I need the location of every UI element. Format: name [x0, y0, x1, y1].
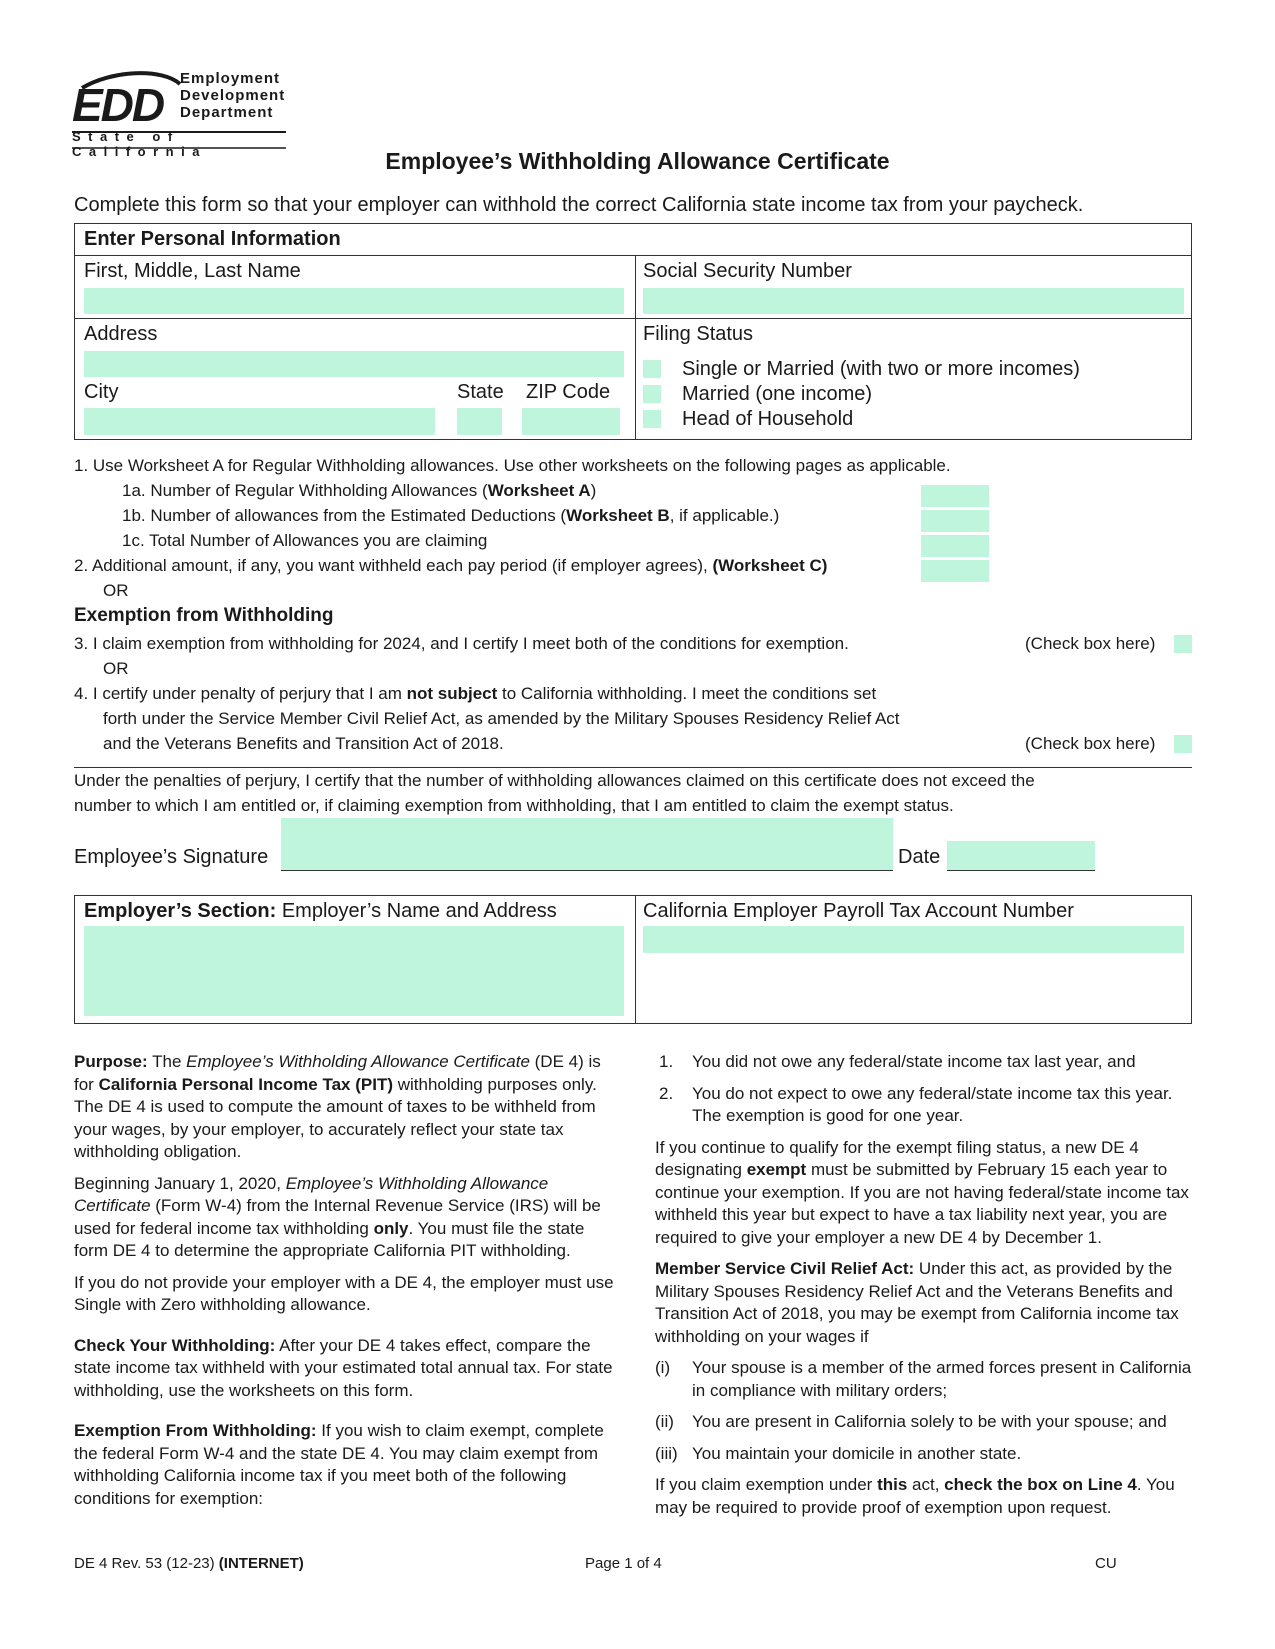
line-3-check-label: (Check box here)	[1025, 634, 1156, 653]
date-field[interactable]	[947, 841, 1095, 870]
line-4-text-3: and the Veterans Benefits and Transition Act of 2018.	[103, 734, 504, 753]
text: Under this act, as provided by the Military Spouses Residency Relief Act and the Veterans Benefits and Transition Act of 2018, you may be exempt from California income tax withholding on your wages if	[655, 1259, 1179, 1346]
line-1b-bold: Worksheet B	[566, 506, 670, 525]
employer-account-label: California Employer Payroll Tax Account Number	[643, 900, 1074, 922]
list-number: (iii)	[655, 1443, 678, 1463]
exemption-paragraph	[74, 1420, 620, 1510]
filing-head-label: Head of Household	[682, 408, 854, 430]
signature-field[interactable]	[281, 818, 893, 870]
ssn-field[interactable]	[643, 288, 1184, 314]
edd-logo	[72, 68, 288, 159]
line-1b-post: , if applicable.)	[669, 506, 780, 525]
line-3-checkbox[interactable]	[1174, 635, 1192, 653]
or-text: OR	[103, 581, 129, 600]
filing-single-checkbox[interactable]	[643, 360, 661, 378]
zip-label: ZIP Code	[526, 381, 611, 403]
ssn-label: Social Security Number	[643, 260, 852, 282]
text: . You must file the state form DE 4 to determine the appropriate California PIT withholding.	[74, 1218, 585, 1260]
line-2-text	[74, 556, 827, 576]
line-2-field[interactable]	[921, 560, 989, 582]
form-intro: Complete this form so that your employer can withhold the correct California state income tax from your paycheck.	[74, 194, 1084, 216]
line-4-checkbox[interactable]	[1174, 735, 1192, 753]
employer-section-rest: Employer’s Name and Address	[276, 900, 557, 922]
purpose-label: Purpose:	[74, 1052, 148, 1071]
name-field[interactable]	[84, 288, 624, 314]
text: You are present in California solely to be with your spouse; and	[692, 1412, 1167, 1431]
text: Employee’s Withholding Allowance Certificate	[74, 1173, 549, 1215]
reason-3	[655, 1443, 1201, 1466]
condition-1	[655, 1051, 1201, 1074]
no-de4-paragraph: If you do not provide your employer with a DE 4, the employer must use Single with Zero withholding allowance.	[74, 1272, 614, 1314]
footer-form-id	[74, 1555, 304, 1572]
instructions-right-column	[655, 1051, 1201, 1519]
filing-status-label: Filing Status	[643, 323, 754, 345]
line-4-post: to California withholding. I meet the conditions set	[497, 684, 877, 703]
line-1b-text	[122, 506, 779, 526]
text: If you continue to qualify for the exempt filing status, a new DE 4 designating	[655, 1137, 1139, 1179]
line-3-text: 3. I claim exemption from withholding for 2024, and I certify I meet both of the conditions for exemption.	[74, 634, 849, 653]
city-field[interactable]	[84, 408, 435, 435]
text: withholding purposes only. The DE 4 is used to compute the amount of taxes to be withheld from your wages, by your employer, to accurately reflect your state tax withholding obligation.	[74, 1074, 597, 1161]
text: . You may be required to provide proof of exemption upon request.	[655, 1475, 1175, 1517]
personal-info-title: Enter Personal Information	[84, 228, 341, 250]
state-label: State	[457, 381, 504, 403]
state-field[interactable]	[457, 408, 502, 435]
line-2-bold: (Worksheet C)	[712, 556, 828, 575]
signature-label: Employee’s Signature	[74, 846, 269, 868]
reason-2	[655, 1411, 1201, 1434]
date-underline	[947, 870, 1095, 871]
text: California Personal Income Tax (PIT)	[98, 1074, 393, 1094]
text: You do not expect to owe any federal/state income tax this year. The exemption is good for one year.	[692, 1083, 1173, 1125]
check-withholding-label: Check Your Withholding:	[74, 1335, 276, 1355]
text: After your DE 4 takes effect, compare the state income tax withheld with your estimated total annual tax. For state withholding, use the worksheets on this form.	[74, 1335, 613, 1400]
certification-line-1: Under the penalties of perjury, I certify that the number of withholding allowances claimed on this certificate does not exceed the	[74, 771, 1035, 790]
filing-married-checkbox[interactable]	[643, 385, 661, 403]
divider	[74, 767, 1192, 768]
text: The	[147, 1052, 187, 1071]
line-2-pre: 2. Additional amount, if any, you want withheld each pay period (if employer agrees),	[74, 556, 713, 575]
date-label: Date	[898, 846, 941, 868]
text: must be submitted by February 15 each year to continue your exemption. If you are not having federal/state income tax withheld this year but expect to have a tax liability next year, you are required to give your employer a new DE 4 by December 1.	[655, 1160, 1189, 1247]
address-field[interactable]	[84, 351, 624, 377]
line-4-text	[74, 684, 876, 704]
line-1a-bold: Worksheet A	[487, 481, 591, 500]
form-title: Employee’s Withholding Allowance Certificate	[385, 148, 890, 174]
text: If you wish to claim exempt, complete the federal Form W-4 and the state DE 4. You may claim exempt from withholding California income tax if you meet both of the following conditions for exemption:	[74, 1421, 604, 1508]
filing-head-checkbox[interactable]	[643, 410, 661, 428]
edd-logo-line-3: Department	[180, 104, 274, 121]
purpose-paragraph	[74, 1051, 620, 1164]
text: Beginning January 1, 2020,	[74, 1173, 286, 1193]
line-4-check-label: (Check box here)	[1025, 734, 1156, 753]
filing-married-label: Married (one income)	[682, 383, 873, 405]
text: You did not owe any federal/state income tax last year, and	[692, 1052, 1136, 1071]
text: Your spouse is a member of the armed forces present in California in compliance with military orders;	[692, 1358, 1192, 1400]
zip-field[interactable]	[522, 408, 620, 435]
divider	[635, 255, 636, 440]
line-1b-field[interactable]	[921, 510, 989, 532]
divider	[74, 318, 1192, 319]
form-tag-text: (INTERNET)	[218, 1555, 304, 1572]
edd-logo-state: State of California	[72, 129, 207, 159]
list-number: 2.	[659, 1083, 674, 1103]
line-4-bold: not subject	[406, 684, 498, 703]
employer-section-bold: Employer’s Section:	[84, 900, 277, 922]
list-number: 1.	[659, 1052, 674, 1071]
line-1a-text	[122, 481, 596, 501]
text: check the box on Line 4	[944, 1475, 1137, 1494]
edd-logo-mark: EDD	[72, 79, 164, 131]
text: only	[373, 1218, 409, 1238]
certification-line-2: number to which I am entitled or, if claiming exemption from withholding, that I am entitled to claim the exempt status.	[74, 796, 954, 815]
member-service-paragraph	[655, 1258, 1201, 1348]
line-1a-pre: 1a. Number of Regular Withholding Allowances (	[122, 481, 488, 500]
text: Employee’s Withholding Allowance Certificate	[186, 1052, 530, 1071]
beginning-paragraph	[74, 1173, 620, 1263]
member-service-label: Member Service Civil Relief Act:	[655, 1259, 915, 1278]
or-text: OR	[103, 659, 129, 678]
edd-logo-line-1: Employment	[180, 70, 281, 87]
divider	[74, 255, 1192, 256]
line-4-text-2: forth under the Service Member Civil Relief Act, as amended by the Military Spouses Residency Relief Act	[103, 709, 900, 728]
text: act,	[907, 1475, 945, 1494]
text: (Form W-4) from the Internal Revenue Service (IRS) will be used for federal income tax withholding	[74, 1196, 601, 1238]
signature-underline	[281, 870, 893, 871]
line-1c-field[interactable]	[921, 535, 989, 557]
edd-logo-line-2: Development	[180, 87, 286, 104]
list-number: (i)	[655, 1358, 671, 1377]
condition-2	[655, 1083, 1201, 1128]
line-1a-field[interactable]	[921, 485, 989, 507]
instructions-left-column	[74, 1051, 620, 1510]
filing-single-label: Single or Married (with two or more incomes)	[682, 358, 1080, 380]
line-1c-text: 1c. Total Number of Allowances you are claiming	[122, 531, 488, 550]
exemption-title: Exemption from Withholding	[74, 605, 334, 626]
text: If you claim exemption under	[655, 1475, 878, 1494]
check-withholding-paragraph	[74, 1335, 620, 1403]
text: this	[877, 1475, 908, 1494]
exemption-label: Exemption From Withholding:	[74, 1421, 317, 1440]
claim-paragraph	[655, 1474, 1201, 1519]
divider	[635, 895, 636, 1024]
line-4-pre: 4. I certify under penalty of perjury that I am	[74, 684, 407, 703]
employer-section-title	[84, 900, 557, 923]
footer-page-number: Page 1 of 4	[585, 1555, 662, 1572]
name-label: First, Middle, Last Name	[84, 260, 301, 282]
city-label: City	[84, 381, 119, 403]
line-1b-pre: 1b. Number of allowances from the Estimated Deductions (	[122, 506, 567, 525]
employer-account-field[interactable]	[643, 926, 1184, 953]
line-1-text: 1. Use Worksheet A for Regular Withholding allowances. Use other worksheets on the following pages as applicable.	[74, 456, 951, 475]
form-id-text: DE 4 Rev. 53 (12-23)	[74, 1555, 215, 1572]
reason-1	[655, 1357, 1201, 1402]
footer-code: CU	[1095, 1555, 1117, 1572]
text: (DE 4) is for	[74, 1052, 601, 1094]
employer-name-address-field[interactable]	[84, 926, 624, 1016]
text: exempt	[746, 1160, 807, 1179]
line-1a-post: )	[590, 481, 597, 500]
continue-paragraph	[655, 1137, 1201, 1250]
text: You maintain your domicile in another state.	[692, 1443, 1022, 1463]
list-number: (ii)	[655, 1412, 674, 1431]
address-label: Address	[84, 323, 158, 345]
